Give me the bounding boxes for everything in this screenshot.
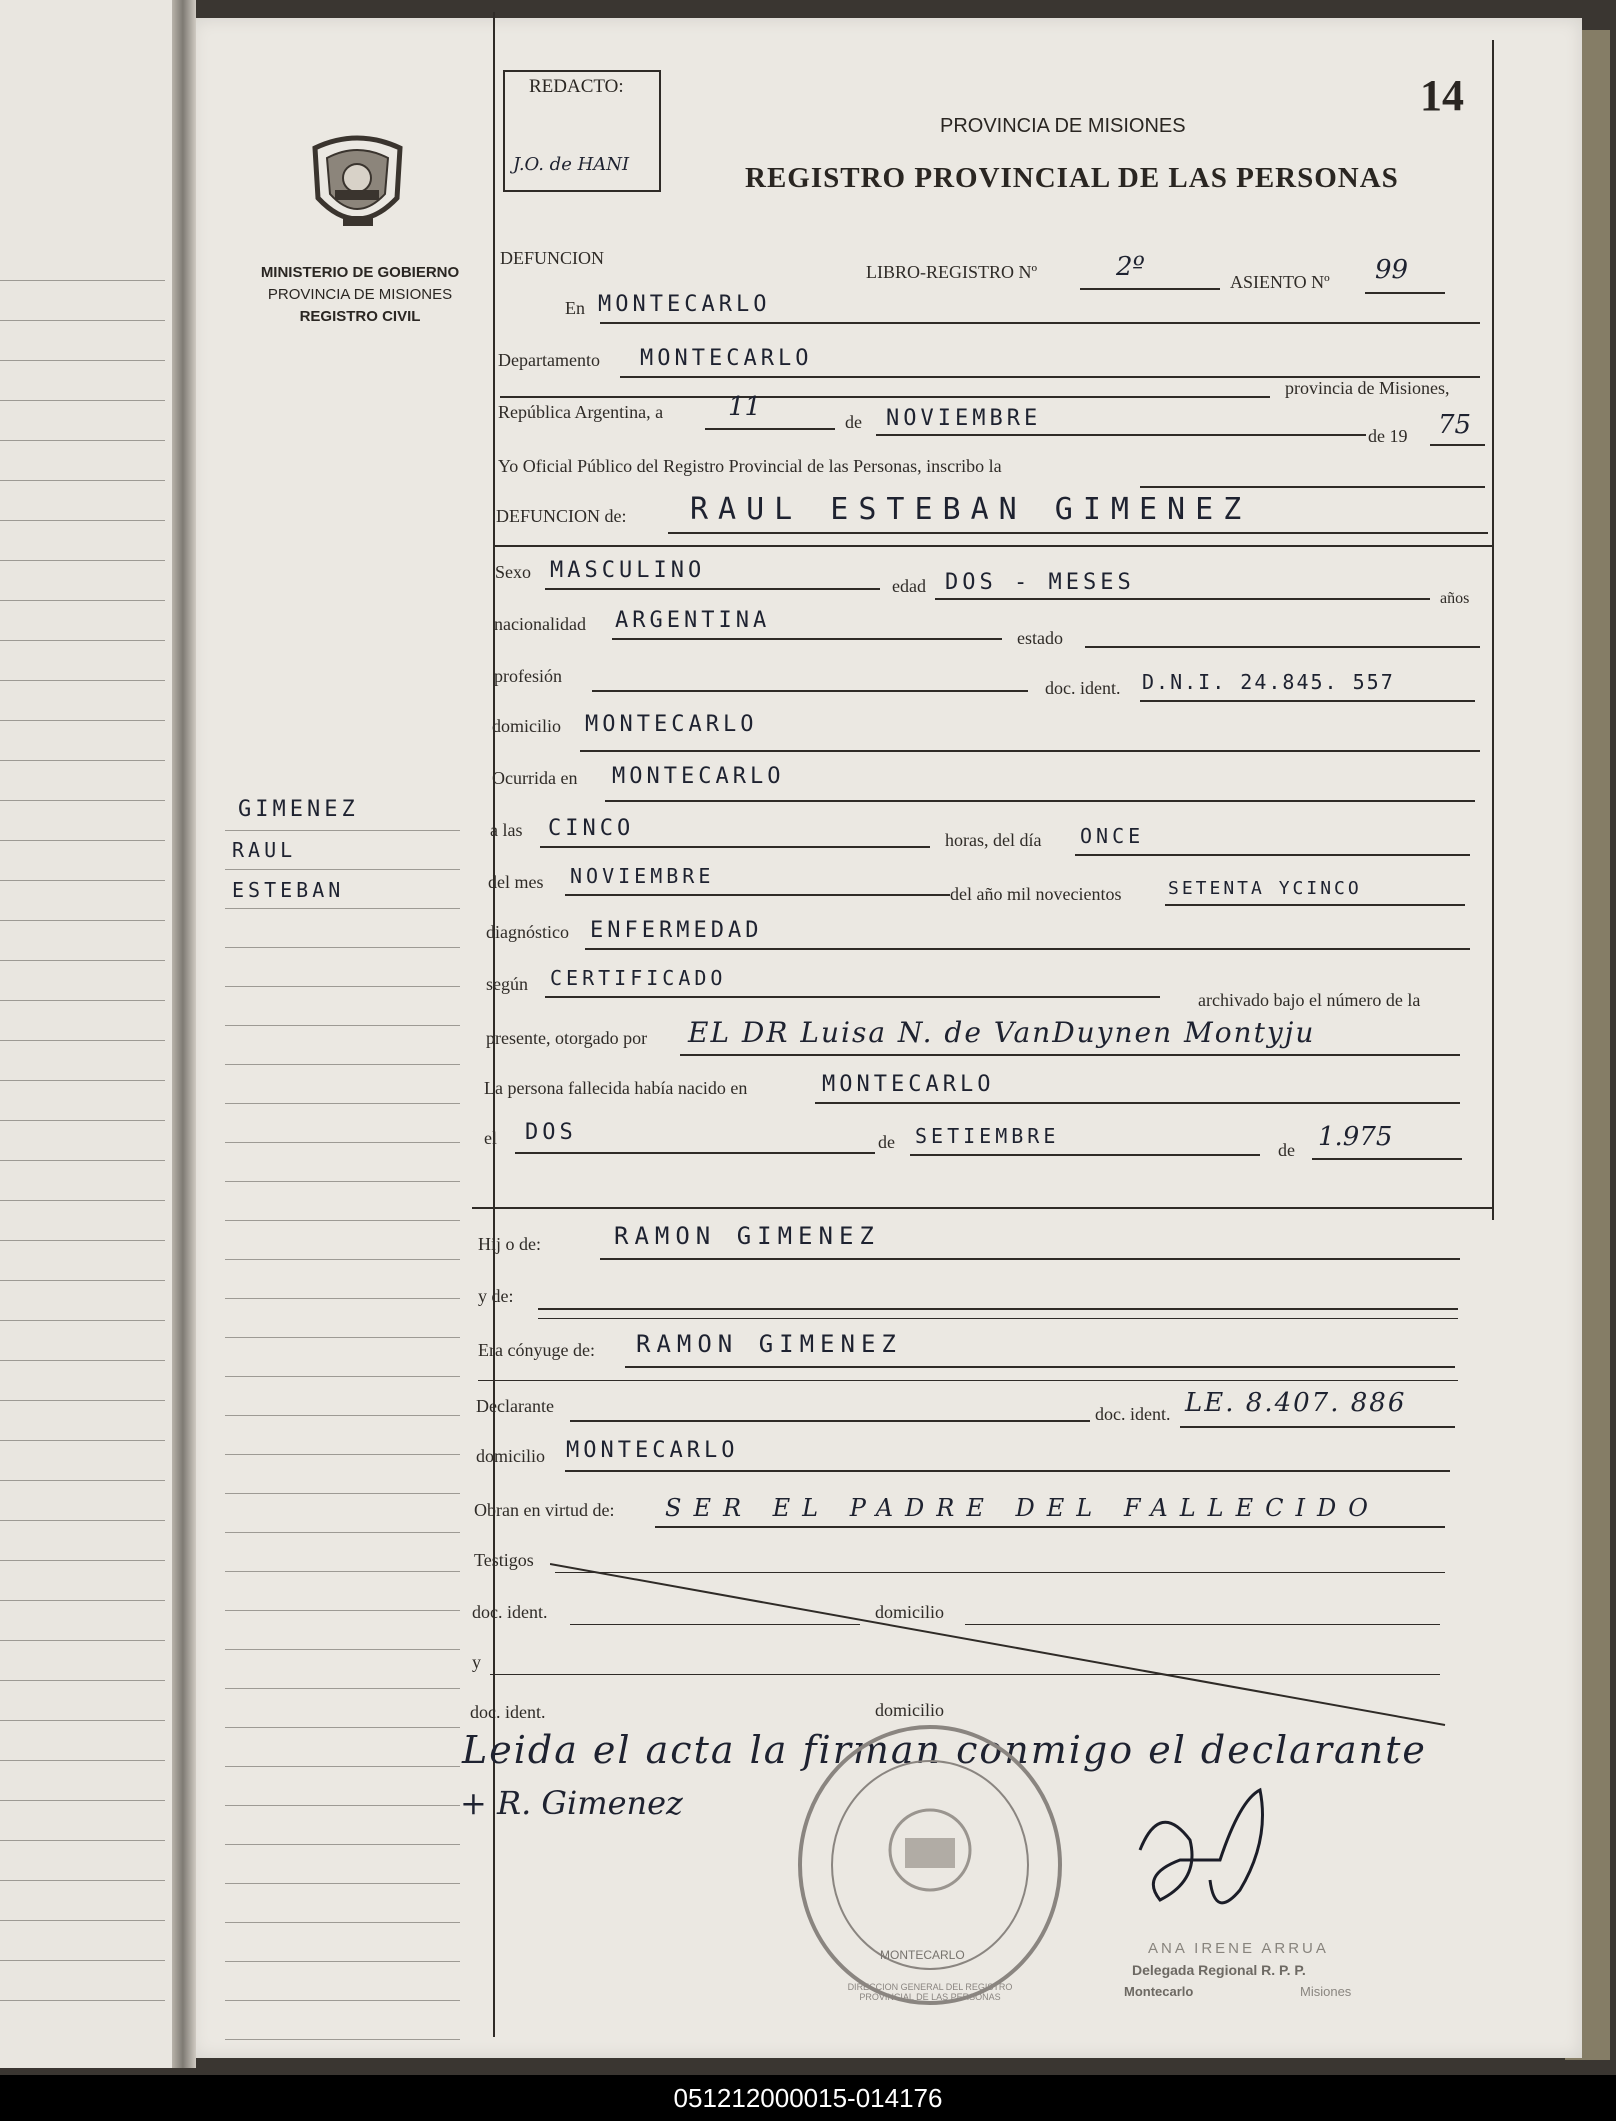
margin-rule: [225, 1727, 460, 1728]
testigo-y-label: y: [472, 1652, 481, 1672]
record-type-label: DEFUNCION: [500, 248, 605, 268]
obran-line: [655, 1526, 1445, 1528]
nac-year-line: [1312, 1158, 1462, 1160]
seal-inner: MONTECARLO: [880, 1948, 965, 1962]
left-page-rule: [0, 1280, 165, 1281]
left-page-rule: [0, 720, 165, 721]
left-page-rule: [0, 840, 165, 841]
margin-rule: [225, 2000, 460, 2001]
nac-day-line: [515, 1152, 875, 1154]
ministry-name: MINISTERIO DE GOBIERNO: [260, 264, 460, 281]
asiento-line: [1365, 292, 1445, 294]
margin-rule: [225, 869, 460, 870]
year-line: [1430, 444, 1485, 446]
left-page-rule: [0, 1440, 165, 1441]
left-page-rule: [0, 520, 165, 521]
departamento-value: MONTECARLO: [640, 346, 813, 371]
doc-ident-label: doc. ident.: [1045, 678, 1121, 698]
nacionalidad-value: ARGENTINA: [615, 608, 771, 633]
official-signature: [1120, 1780, 1320, 1930]
edad-line: [935, 598, 1430, 600]
left-page-rule: [0, 1400, 165, 1401]
left-page-rule: [0, 1360, 165, 1361]
registry-title: REGISTRO PROVINCIAL DE LAS PERSONAS: [745, 162, 1399, 194]
left-page-rule: [0, 880, 165, 881]
asiento-label: ASIENTO Nº: [1230, 272, 1330, 292]
declarante-line: [570, 1420, 1090, 1422]
left-page-rule: [0, 1840, 165, 1841]
page-number: 14: [1420, 71, 1464, 120]
nac-month-line: [910, 1154, 1260, 1156]
a-las-label: a las: [490, 820, 523, 840]
testigos-label: Testigos: [474, 1550, 534, 1570]
left-page-rule: [0, 1000, 165, 1001]
conyuge-value: RAMON GIMENEZ: [636, 1330, 902, 1358]
left-page-rule: [0, 1880, 165, 1881]
padre-value: RAMON GIMENEZ: [614, 1222, 880, 1250]
margin-rule: [225, 1376, 460, 1377]
madre-line: [538, 1308, 1458, 1310]
asiento-value: 99: [1375, 255, 1409, 285]
left-page-rule: [0, 360, 165, 361]
y-de-label: y de:: [478, 1286, 514, 1306]
nacido-label: La persona fallecida había nacido en: [484, 1078, 748, 1098]
provincia-label: provincia de Misiones,: [1285, 378, 1450, 398]
sexo-label: Sexo: [495, 562, 531, 582]
conyuge-line-2: [478, 1380, 1458, 1381]
margin-middle-name: ESTEBAN: [232, 878, 345, 902]
margin-rule: [225, 947, 460, 948]
diagnostico-label: diagnóstico: [486, 922, 569, 942]
nac-month-value: SETIEMBRE: [915, 1124, 1060, 1148]
archivado-label: archivado bajo el número de la: [1198, 990, 1421, 1010]
doc-ident-value: D.N.I. 24.845. 557: [1142, 670, 1395, 694]
hijo-label: Hij o de:: [478, 1234, 541, 1254]
left-page-rule: [0, 320, 165, 321]
form-right-border: [1492, 40, 1494, 1220]
nacido-value: MONTECARLO: [822, 1072, 995, 1097]
margin-rule: [225, 908, 460, 909]
left-page-rule: [0, 1800, 165, 1801]
sexo-value: MASCULINO: [550, 558, 706, 583]
redacto-label: REDACTO:: [529, 76, 624, 97]
left-page-rule: [0, 1960, 165, 1961]
estado-line: [1085, 646, 1480, 648]
section-divider: [472, 1207, 1492, 1209]
domicilio-label: domicilio: [492, 716, 561, 736]
margin-rule: [225, 1961, 460, 1962]
declarante-doc-line: [1180, 1426, 1455, 1428]
declarant-signature: + R. Gimenez: [460, 1784, 683, 1822]
seal-ring-text: DIRECCION GENERAL DEL REGISTRO PROVINCIAL DE LAS PERSONAS: [847, 1982, 1013, 2002]
margin-rule: [225, 1493, 460, 1494]
anos-label: años: [1440, 590, 1470, 607]
presente-value: EL DR Luisa N. de VanDuynen Montyju: [688, 1016, 1316, 1049]
left-page-rule: [0, 1720, 165, 1721]
del-ano-line: [1165, 904, 1465, 906]
dia-line: [1075, 854, 1470, 856]
margin-rule: [225, 830, 460, 831]
sexo-line: [545, 588, 880, 590]
year-prefix: de 19: [1368, 426, 1408, 446]
left-page-rule: [0, 760, 165, 761]
conyuge-label: Era cónyuge de:: [478, 1340, 595, 1360]
yo-oficial-text: Yo Oficial Público del Registro Provincial de las Personas, inscribo la: [498, 456, 1002, 476]
left-page-rule: [0, 1080, 165, 1081]
madre-line-2: [538, 1318, 1458, 1319]
yo-oficial-line: [1140, 486, 1485, 488]
departamento-label: Departamento: [498, 350, 600, 370]
left-page-rule: [0, 1680, 165, 1681]
provincial-crest-icon: [305, 128, 410, 243]
testigos-strike-line: [550, 1560, 1450, 1730]
ano-value: SETENTA YCINCO: [1168, 878, 1362, 899]
en-line: [600, 322, 1480, 324]
doc-ident-line: [1140, 700, 1475, 702]
obran-value: SER EL PADRE DEL FALLECIDO: [665, 1494, 1380, 1522]
redacto-value: J.O. de HANI: [513, 154, 630, 175]
ocurrida-label: Ocurrida en: [492, 768, 578, 788]
nacionalidad-line: [612, 638, 1002, 640]
testigo2-dom-label: domicilio: [875, 1700, 944, 1720]
presente-line: [680, 1054, 1460, 1056]
margin-rule: [225, 1142, 460, 1143]
margin-rule: [225, 1922, 460, 1923]
province-title: PROVINCIA DE MISIONES: [940, 115, 1186, 137]
provincia-line: [500, 396, 1270, 398]
margin-rule: [225, 1454, 460, 1455]
profesion-line: [592, 690, 1028, 692]
month-value: NOVIEMBRE: [886, 406, 1042, 431]
margin-rule: [225, 1298, 460, 1299]
left-page-rule: [0, 280, 165, 281]
del-ano-label: del año mil novecientos: [950, 884, 1122, 904]
seal-stamp-label: [880, 1948, 965, 1962]
margin-rule: [225, 1844, 460, 1845]
left-page-rule: [0, 400, 165, 401]
republica-label: República Argentina, a: [498, 402, 664, 422]
margin-surname: GIMENEZ: [238, 797, 359, 822]
edad-value: DOS - MESES: [945, 570, 1135, 595]
nac-de-label: de: [878, 1132, 895, 1152]
official-title: Delegada Regional R. P. P.: [1132, 1962, 1306, 1978]
testigo1-dom-label: domicilio: [875, 1602, 944, 1622]
ocurrida-value: MONTECARLO: [612, 764, 785, 789]
margin-rule: [225, 1532, 460, 1533]
left-page-rule: [0, 1320, 165, 1321]
declarante-label: Declarante: [476, 1396, 554, 1416]
left-page-rule: [0, 800, 165, 801]
decl-domicilio-value: MONTECARLO: [566, 1438, 739, 1463]
left-page-rule: [0, 1480, 165, 1481]
left-page-rule: [0, 1520, 165, 1521]
left-page-rule: [0, 1040, 165, 1041]
deceased-line: [668, 532, 1488, 534]
declarante-doc-label: doc. ident.: [1095, 1404, 1171, 1424]
segun-value: CERTIFICADO: [550, 966, 727, 990]
domicilio-line: [580, 750, 1480, 752]
del-mes-line: [565, 894, 950, 896]
margin-rule: [225, 1259, 460, 1260]
a-las-line: [540, 846, 930, 848]
en-label: En: [565, 298, 585, 318]
left-page-rule: [0, 1120, 165, 1121]
libro-label: LIBRO-REGISTRO Nº: [866, 262, 1038, 282]
registry-civil: REGISTRO CIVIL: [299, 308, 421, 325]
segun-label: según: [486, 974, 528, 994]
margin-rule: [225, 1220, 460, 1221]
margin-rule: [225, 1415, 460, 1416]
margin-rule: [225, 1649, 460, 1650]
ocurrida-line: [605, 800, 1475, 802]
horas-label: horas, del día: [945, 830, 1042, 850]
left-page-rule: [0, 560, 165, 561]
registry-seal-stamp: [790, 1720, 1070, 2010]
margin-rule: [225, 986, 460, 987]
margin-rule: [225, 1103, 460, 1104]
left-page-rule: [0, 1560, 165, 1561]
margin-rule: [225, 1181, 460, 1182]
a-las-value: CINCO: [548, 816, 635, 841]
diagnostico-value: ENFERMEDAD: [590, 918, 763, 943]
left-page-rule: [0, 1600, 165, 1601]
nacionalidad-label: nacionalidad: [494, 614, 586, 634]
deceased-name: RAUL ESTEBAN GIMENEZ: [690, 492, 1252, 527]
left-page-rule: [0, 1200, 165, 1201]
day-value: 11: [728, 392, 762, 422]
testigo1-doc-label: doc. ident.: [472, 1602, 548, 1622]
left-page: [0, 0, 180, 2068]
month-line: [876, 434, 1366, 436]
mes-value: NOVIEMBRE: [570, 864, 715, 888]
nacido-line: [815, 1102, 1460, 1104]
declarante-doc-value: LE. 8.407. 886: [1185, 1388, 1407, 1418]
dia-value: ONCE: [1080, 824, 1145, 848]
book-gutter: [172, 0, 196, 2068]
left-page-rule: [0, 680, 165, 681]
en-value: MONTECARLO: [598, 292, 771, 317]
de-label: de: [845, 412, 862, 432]
profesion-label: profesión: [494, 666, 562, 686]
nac-de-label-2: de: [1278, 1140, 1295, 1160]
nac-year-value: 1.975: [1318, 1122, 1393, 1152]
official-name: ANA IRENE ARRUA: [1148, 1940, 1329, 1957]
left-page-rule: [0, 440, 165, 441]
margin-rule: [225, 1883, 460, 1884]
left-page-rule: [0, 2000, 165, 2001]
official-place-left: Montecarlo: [1124, 1984, 1194, 1999]
left-page-rule: [0, 1920, 165, 1921]
padre-line: [600, 1258, 1460, 1260]
el-label: el: [484, 1128, 497, 1148]
margin-rule: [225, 1064, 460, 1065]
estado-label: estado: [1017, 628, 1063, 648]
del-mes-label: del mes: [488, 872, 544, 892]
left-page-rule: [0, 1760, 165, 1761]
decl-domicilio-line: [565, 1470, 1450, 1472]
left-page-rule: [0, 960, 165, 961]
margin-rule: [225, 1610, 460, 1611]
presente-label: presente, otorgado por: [486, 1028, 648, 1048]
left-page-rule: [0, 920, 165, 921]
day-line: [705, 428, 835, 430]
diagnostico-line: [585, 948, 1470, 950]
margin-rule: [225, 1337, 460, 1338]
decl-domicilio-label: domicilio: [476, 1446, 545, 1466]
margin-rule: [225, 2039, 460, 2040]
closing-text: Leida el acta la firman conmigo el declarante: [462, 1728, 1427, 1772]
nac-day-value: DOS: [525, 1120, 577, 1145]
libro-value: 2º: [1116, 252, 1145, 282]
testigo2-doc-label: doc. ident.: [470, 1702, 546, 1722]
name-divider: [493, 545, 1493, 547]
margin-rule: [225, 1766, 460, 1767]
segun-line: [545, 996, 1160, 998]
left-page-rule: [0, 1160, 165, 1161]
margin-rule: [225, 1025, 460, 1026]
margin-rule: [225, 1805, 460, 1806]
domicilio-value: MONTECARLO: [585, 712, 758, 737]
obran-label: Obran en virtud de:: [474, 1500, 615, 1520]
defuncion-de-label: DEFUNCION de:: [496, 506, 627, 526]
ministry-block: [250, 262, 470, 328]
left-page-rule: [0, 1240, 165, 1241]
margin-first-name: RAUL: [232, 838, 297, 862]
left-page-rule: [0, 480, 165, 481]
archive-id-footer: 051212000015-014176: [0, 2075, 1616, 2121]
redacto-box: [503, 70, 661, 192]
libro-line: [1080, 288, 1220, 290]
margin-rule: [225, 1571, 460, 1572]
left-page-rule: [0, 600, 165, 601]
edad-label: edad: [892, 576, 926, 596]
margin-rule: [225, 1688, 460, 1689]
year-value: 75: [1438, 410, 1472, 440]
left-page-rule: [0, 640, 165, 641]
official-place-right: Misiones: [1300, 1984, 1352, 1999]
conyuge-line: [625, 1366, 1455, 1368]
ministry-province: PROVINCIA DE MISIONES: [267, 286, 453, 303]
left-page-rule: [0, 1640, 165, 1641]
